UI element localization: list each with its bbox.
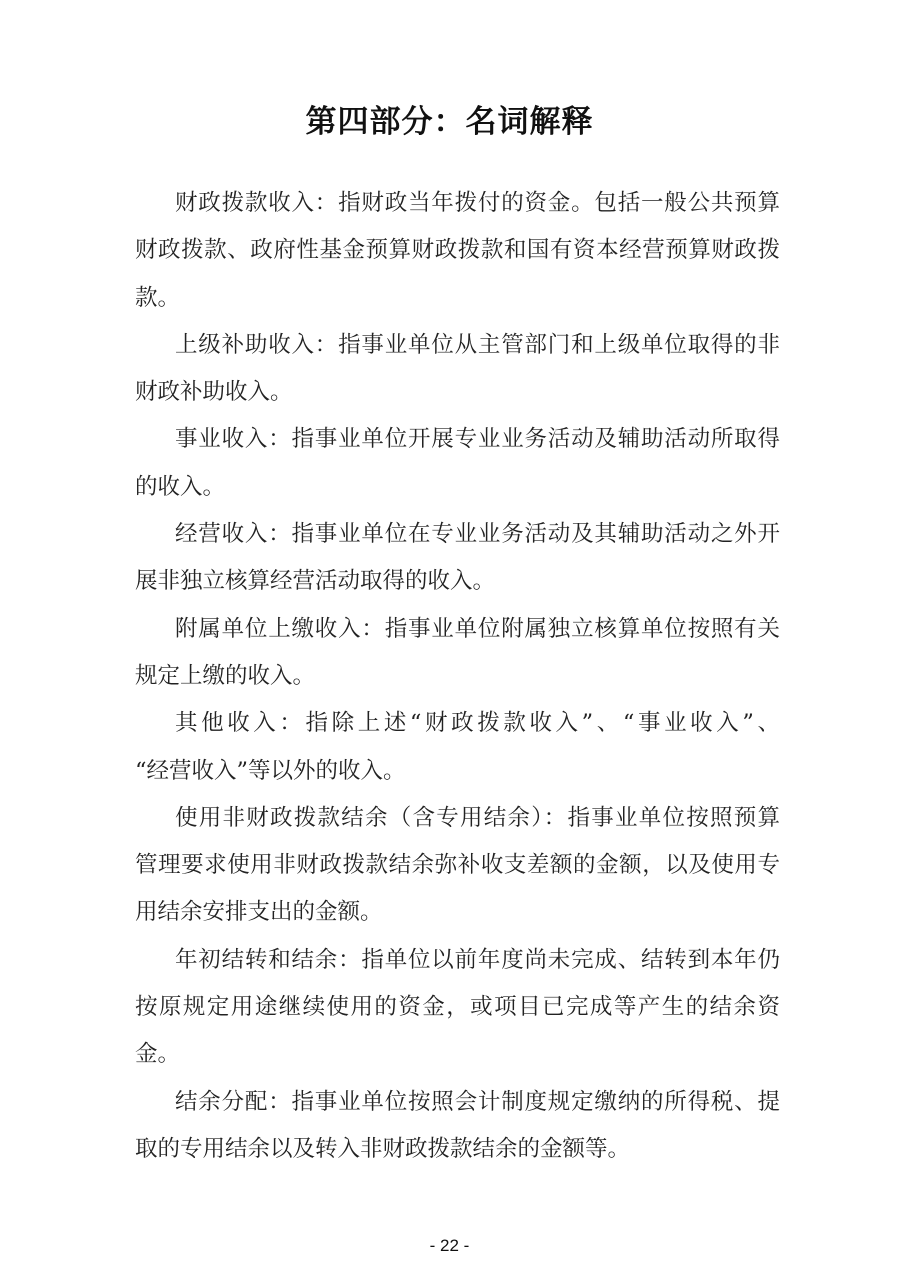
definition-paragraph — [135, 606, 780, 701]
paragraph-line: 其他收入：指除上述“财政拨款收入”、“事业收入”、 — [175, 710, 780, 737]
paragraph-line: 的收入。 — [135, 473, 226, 500]
paragraph-line: 款。 — [135, 284, 181, 311]
paragraph-line: 规定上缴的收入。 — [135, 662, 316, 689]
paragraph-line: 财政拨款收入：指财政当年拨付的资金。包括一般公共预算 — [175, 190, 780, 216]
paragraph-line: 金。 — [135, 1041, 181, 1068]
page-number: - 22 - — [429, 1236, 470, 1255]
paragraph-line: 展非独立核算经营活动取得的收入。 — [135, 568, 496, 595]
paragraph-line: 取的专用结余以及转入非财政拨款结余的金额等。 — [135, 1135, 631, 1162]
definition-paragraph — [135, 795, 780, 937]
paragraph-line: 事业收入：指事业单位开展专业业务活动及辅助活动所取得 — [175, 426, 780, 453]
paragraph-line: “经营收入”等以外的收入。 — [135, 757, 406, 784]
paragraph-line: 附属单位上缴收入：指事业单位附属独立核算单位按照有关 — [175, 615, 780, 642]
paragraph-line: 结余分配：指事业单位按照会计制度规定缴纳的所得税、提 — [175, 1088, 780, 1115]
paragraph-line: 上级补助收入：指事业单位从主管部门和上级单位取得的非 — [175, 331, 780, 358]
paragraph-line: 管理要求使用非财政拨款结余弥补收支差额的金额，以及使用专 — [135, 852, 780, 879]
paragraph-line: 财政拨款、政府性基金预算财政拨款和国有资本经营预算财政拨 — [135, 237, 780, 264]
paragraph-line: 年初结转和结余：指单位以前年度尚未完成、结转到本年仍 — [175, 946, 780, 973]
paragraph-line: 财政补助收入。 — [135, 379, 293, 406]
paragraph-line: 按原规定用途继续使用的资金，或项目已完成等产生的结余资 — [135, 994, 780, 1021]
definition-paragraph — [135, 322, 780, 417]
definition-paragraph — [135, 700, 780, 795]
definition-paragraph — [135, 937, 780, 1079]
paragraph-line: 用结余安排支出的金额。 — [135, 899, 383, 926]
definition-paragraph — [135, 1079, 780, 1174]
paragraph-line: 使用非财政拨款结余（含专用结余）：指事业单位按照预算 — [175, 804, 780, 831]
definition-paragraph — [135, 511, 780, 606]
paragraph-line: 经营收入：指事业单位在专业业务活动及其辅助活动之外开 — [175, 521, 780, 548]
definition-paragraph — [135, 416, 780, 511]
definitions-body — [135, 180, 780, 1173]
definition-paragraph — [135, 180, 780, 322]
page-title: 第四部分：名词解释 — [305, 104, 594, 140]
